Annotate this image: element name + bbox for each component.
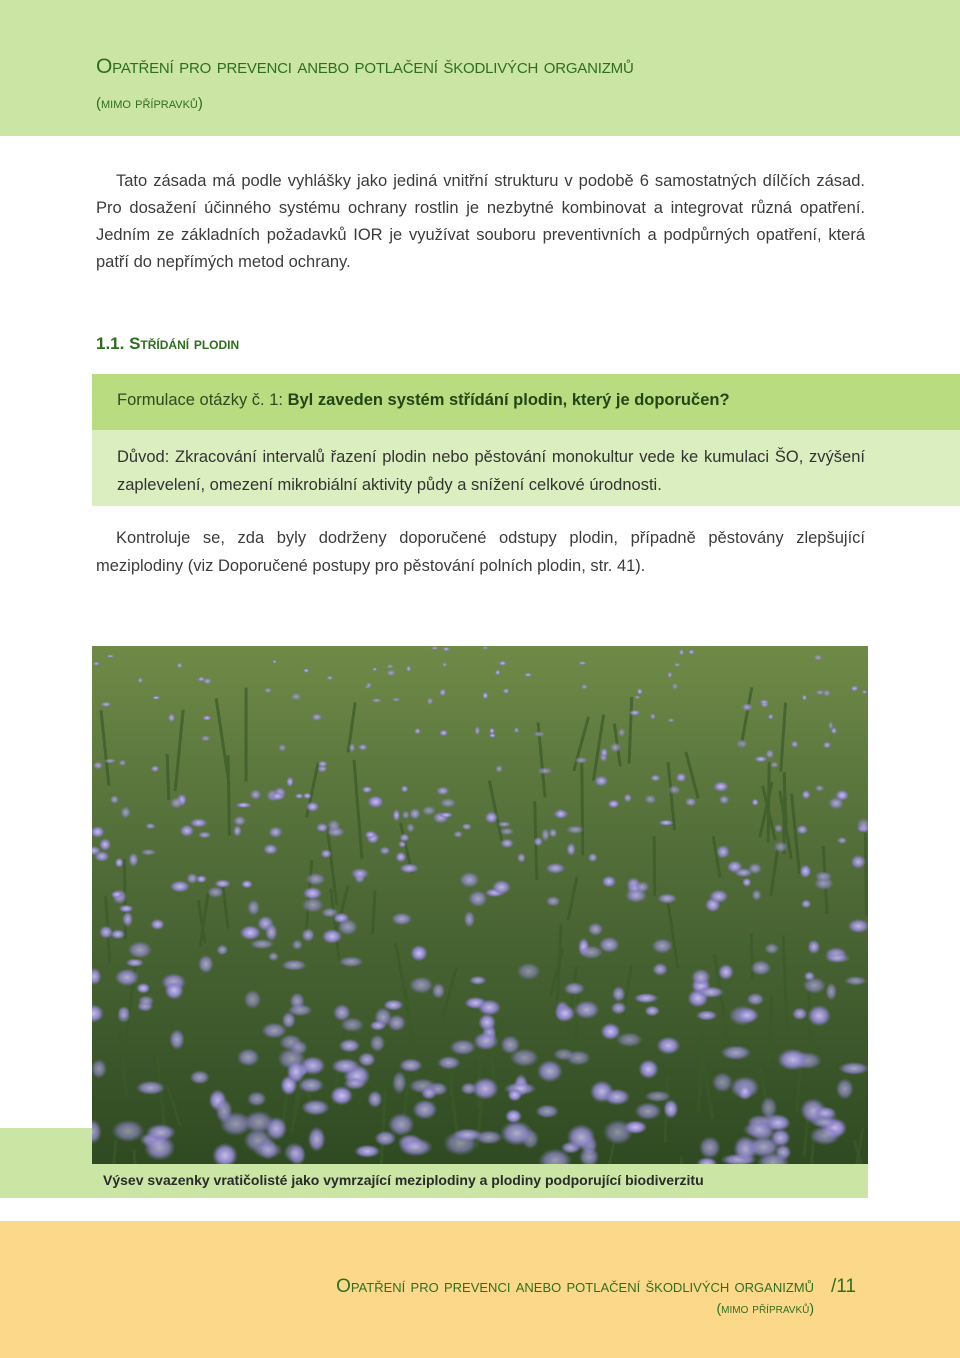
page-number: /11 (831, 1276, 857, 1297)
photo-caption: Výsev svazenky vratičolisté jako vymrzající meziplodiny a plodiny podporující biodiverzitu (103, 1172, 704, 1188)
check-paragraph: Kontroluje se, zda byly dodrženy doporučené odstupy plodin, případně pěstovány zlepšující meziplodiny (viz Doporučené postupy pro pěstování polních plodin, str. 41). (96, 529, 865, 575)
section-number: 1.1. (96, 334, 125, 353)
page-title: Opatření pro prevenci anebo potlačení škodlivých organizmů (96, 55, 634, 78)
intro-paragraph: Tato zásada má podle vyhlášky jako jediná vnitřní strukturu v podobě 6 samostatných dílčích zásad. Pro dosažení účinného systému ochrany rostlin je nezbytné kombinovat a integrovat různá opatření. Jedním ze základních požadavků IOR je využívat souboru preventivních a podpůrných opatření, která patří do nepřímých metod ochrany. (96, 172, 865, 271)
phacelia-field-photo (92, 646, 868, 1164)
reason-paragraph: Důvod: Zkracování intervalů řazení plodin nebo pěstování monokultur vede ke kumulaci ŠO, zvýšení zaplevelení, omezení mikrobiální aktivity půdy a snížení celkové úrodnosti. (117, 448, 865, 494)
footer-title: Opatření pro prevenci anebo potlačení škodlivých organizmů (336, 1276, 814, 1297)
footer-subtitle: (mimo přípravků) (716, 1300, 814, 1316)
question-prefix: Formulace otázky č. 1: (117, 391, 283, 409)
section-title: Střídání plodin (129, 334, 240, 353)
question (117, 391, 730, 410)
section-heading (96, 334, 239, 354)
question-text: Byl zaveden systém střídání plodin, který je doporučen? (287, 391, 730, 409)
photo-side-band (0, 1128, 92, 1198)
phacelia-field-image (92, 646, 868, 1164)
page-subtitle: (mimo přípravků) (96, 95, 203, 112)
